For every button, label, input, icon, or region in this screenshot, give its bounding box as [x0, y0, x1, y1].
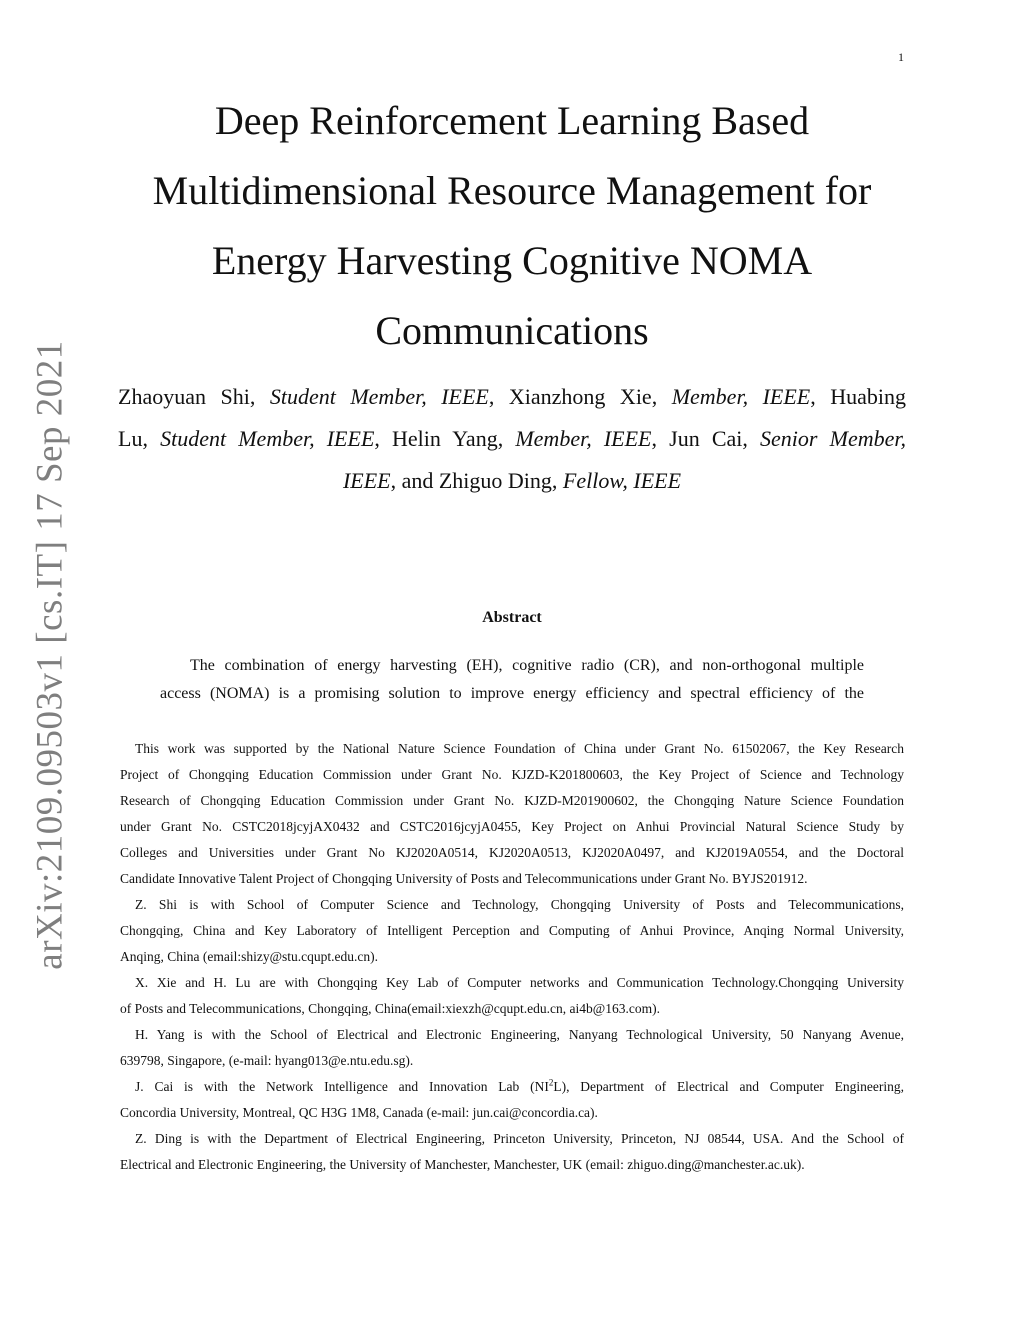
- footnote-line: Chongqing, China and Key Laboratory of Intelligent Perception and Computing of Anhui Province, Anqing Normal University,: [120, 923, 904, 938]
- affiliation-note-shi: [120, 892, 904, 970]
- author-name: , and Zhiguo Ding,: [390, 468, 563, 493]
- footnote-line: Project of Chongqing Education Commission under Grant No. KJZD-K201800603, the Key Project of Science and Technology: [120, 767, 904, 782]
- footnote-line: under Grant No. CSTC2018jcyjAX0432 and CSTC2016jcyjA0455, Key Project on Anhui Provincial Natural Science Study by: [120, 819, 904, 834]
- author-name: , Helin Yang,: [374, 426, 516, 451]
- affiliation-note-ding: [120, 1126, 904, 1178]
- title-line-2: Multidimensional Resource Management for: [152, 168, 872, 213]
- abstract-body: [160, 652, 864, 708]
- paper-title: [120, 86, 904, 366]
- affiliation-note-cai: [120, 1074, 904, 1126]
- title-line-3: Energy Harvesting Cognitive NOMA: [211, 238, 813, 283]
- affiliation-note-xie-lu: [120, 970, 904, 1022]
- footnote-line: Anqing, China (email:shizy@stu.cqupt.edu.cn).: [120, 949, 379, 964]
- author-line-3: [118, 460, 906, 502]
- footnote-line: of Posts and Telecommunications, Chongqing, China(email:xiexzh@cqupt.edu.cn, ai4b@163.com).: [120, 1001, 660, 1016]
- page-number: 1: [898, 50, 904, 64]
- superscript: 2: [548, 1077, 554, 1088]
- footnote-line: Z. Ding is with the Department of Electrical Engineering, Princeton University, Princeton, NJ 08544, USA. And the School of: [135, 1131, 904, 1146]
- funding-note: [120, 736, 904, 892]
- footnote-line: Candidate Innovative Talent Project of Chongqing University of Posts and Telecommunications under Grant No. BYJS201912.: [120, 871, 808, 886]
- footnote-line: Colleges and Universities under Grant No KJ2020A0514, KJ2020A0513, KJ2020A0497, and KJ2019A0554, and the Doctoral: [120, 845, 904, 860]
- footnote-line: Electrical and Electronic Engineering, the University of Manchester, Manchester, UK (email: zhiguo.ding@manchester.ac.uk).: [120, 1157, 805, 1172]
- affiliation-note-yang: [120, 1022, 904, 1074]
- author-name: Lu,: [118, 426, 161, 451]
- footnote-line: [120, 1074, 904, 1100]
- abstract-line: The combination of energy harvesting (EH), cognitive radio (CR), and non-orthogonal multiple: [190, 657, 864, 674]
- title-line-4: Communications: [375, 308, 649, 353]
- abstract-line: access (NOMA) is a promising solution to improve energy efficiency and spectral efficiency of the: [160, 685, 864, 702]
- footnote-line: Concordia University, Montreal, QC H3G 1M8, Canada (e-mail: jun.cai@concordia.ca).: [120, 1105, 598, 1120]
- author-membership: Member, IEEE: [515, 426, 652, 451]
- footnotes: [120, 736, 904, 1178]
- abstract-heading: Abstract: [482, 609, 542, 626]
- author-name: , Xianzhong Xie,: [488, 384, 672, 409]
- author-name: Zhaoyuan Shi,: [118, 384, 270, 409]
- title-line-1: Deep Reinforcement Learning Based: [214, 98, 810, 143]
- footnote-line: This work was supported by the National Nature Science Foundation of China under Grant No. 61502067, the Key Research: [135, 741, 904, 756]
- footnote-line: H. Yang is with the School of Electrical and Electronic Engineering, Nanyang Technological University, 50 Nanyang Avenue,: [135, 1027, 904, 1042]
- footnote-line: Research of Chongqing Education Commission under Grant No. KJZD-M201900602, the Chongqing Nature Science Foundation: [120, 793, 904, 808]
- author-membership: Student Member, IEEE: [160, 426, 375, 451]
- author-line-1: [118, 376, 906, 418]
- author-membership: Senior Member,: [760, 426, 906, 451]
- footnote-line: 639798, Singapore, (e-mail: hyang013@e.ntu.edu.sg).: [120, 1053, 414, 1068]
- author-membership: Student Member, IEEE: [269, 384, 489, 409]
- author-line-2: [118, 418, 906, 460]
- author-membership: Fellow, IEEE: [562, 468, 682, 493]
- author-name: , Huabing: [810, 384, 907, 409]
- author-membership: Member, IEEE: [671, 384, 811, 409]
- footnote-text: J. Cai is with the Network Intelligence and Innovation Lab (NI: [135, 1079, 549, 1094]
- footnote-line: Z. Shi is with School of Computer Science and Technology, Chongqing University of Posts and Telecommunications,: [135, 897, 904, 912]
- footnote-text: L), Department of Electrical and Computer Engineering,: [553, 1079, 904, 1094]
- author-list: [118, 376, 906, 502]
- author-membership: IEEE: [342, 468, 391, 493]
- author-name: , Jun Cai,: [651, 426, 761, 451]
- footnote-line: X. Xie and H. Lu are with Chongqing Key Lab of Computer networks and Communication Technology.Chongqing University: [135, 975, 904, 990]
- arxiv-identifier-stamp: arXiv:2109.09503v1 [cs.IT] 17 Sep 2021: [29, 340, 71, 970]
